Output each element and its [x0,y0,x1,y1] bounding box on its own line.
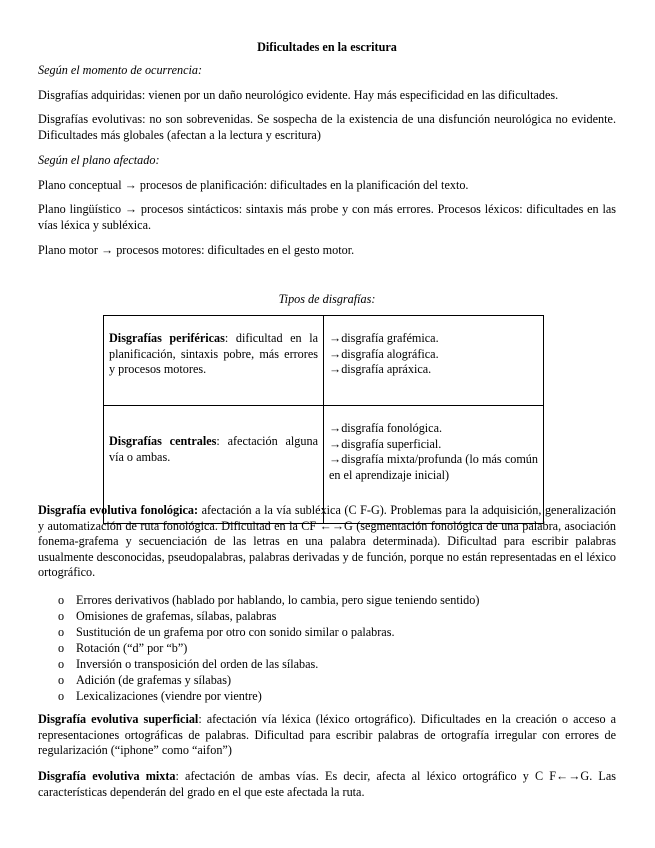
term-fonologica: Disgrafía evolutiva fonológica: [38,503,199,517]
label-perifericas: Disgrafías periféricas [109,331,225,345]
section-heading-plano: Según el plano afectado: [38,153,160,167]
list-item: →disgrafía fonológica. [329,421,443,435]
disgrafias-table [103,315,544,524]
label-centrales: Disgrafías centrales [109,434,217,448]
list-item: →disgrafía superficial. [329,436,442,451]
page-title: Dificultades en la escritura [257,40,397,54]
text-superficial: : afectación vía léxica (léxico ortográfico). Dificultades en la creación o acceso a representaciones ortográficas de palabras. Dificultad para escribir palabras de ortografía irregular con errores de regularización (“iphone” como “aifon”) [38,712,616,758]
list-item: o Sustitución de un grafema por otro con sonido similar o palabras. [58,625,395,639]
table-cell-perifericas-types [324,316,544,406]
bullet-icon: o [58,625,65,639]
table-caption: Tipos de disgrafías: [278,292,376,306]
desc-perifericas: : dificultad en la planificación, sintaxis pobre, más errores y procesos motores. [109,331,319,377]
bullet-icon: o [58,657,65,671]
paragraph-conceptual: Plano conceptual → procesos de planificación: dificultades en la planificación del texto. [38,178,469,192]
list-item: o Rotación (“d” por “b”) [58,641,188,655]
table-row [104,316,544,406]
bullet-icon: o [58,593,65,607]
term-superficial: Disgrafía evolutiva superficial [38,712,199,726]
paragraph-fonologica [38,503,616,581]
paragraph-mixta [38,769,616,800]
list-item: o Adición (de grafemas y sílabas) [58,673,231,687]
list-item: o Inversión o transposición del orden de las sílabas. [58,657,319,671]
bullet-icon: o [58,673,65,687]
paragraph-linguistico: Plano lingüístico → procesos sintácticos: sintaxis más probe y con más errores. Procesos léxicos: dificultades en las vías léxica y subléxica. [38,202,616,232]
section-heading-momento: Según el momento de ocurrencia: [38,63,203,77]
bullet-icon: o [58,641,65,655]
list-item: →disgrafía alográfica. [329,346,439,361]
list-item: →disgrafía apráxica. [329,362,432,377]
list-item: →disgrafía mixta/profunda (lo más común en el aprendizaje inicial) [329,452,538,482]
error-list [58,592,608,704]
list-item: o Errores derivativos (hablado por hablando, lo cambia, pero sigue teniendo sentido) [58,593,480,607]
list-item: →disgrafía grafémica. [329,331,439,345]
table-cell-perifericas [104,316,324,406]
term-mixta: Disgrafía evolutiva mixta [38,769,176,783]
text-fonologica: afectación a la vía subléxica (C F-G). Problemas para la adquisición, generalización y automatización de ruta fonológica. Dificultad en la CF ←→G (segmentación fonológica de una palabra, asociación fonema-grafema y secuenciación de las letras en una palabra determinada). Dificultad para escribir palabras usualmente desconocidas, pseudopalabras, palabras derivadas y de función, porque no están representadas en el léxico ortográfico. [38,503,616,580]
text-mixta: : afectación de ambas vías. Es decir, afecta al léxico ortográfico y C F←→G. Las características dependerán del grado en el que este afectada la ruta. [38,769,616,799]
list-item: o Lexicalizaciones (viendre por vientre) [58,689,262,703]
list-item: o Omisiones de grafemas, sílabas, palabras [58,609,277,623]
bullet-icon: o [58,609,65,623]
bullet-icon: o [58,689,65,703]
paragraph-adquiridas: Disgrafías adquiridas: vienen por un daño neurológico evidente. Hay más especificidad en las dificultades. [38,88,559,102]
paragraph-evolutivas: Disgrafías evolutivas: no son sobrevenidas. Se sospecha de la existencia de una disfunción neurológica no evidente. Dificultades más globales (afectan a la lectura y escritura) [38,112,616,142]
paragraph-motor: Plano motor → procesos motores: dificultades en el gesto motor. [38,243,355,257]
paragraph-superficial [38,712,616,759]
desc-centrales: : afectación alguna vía o ambas. [109,434,318,464]
